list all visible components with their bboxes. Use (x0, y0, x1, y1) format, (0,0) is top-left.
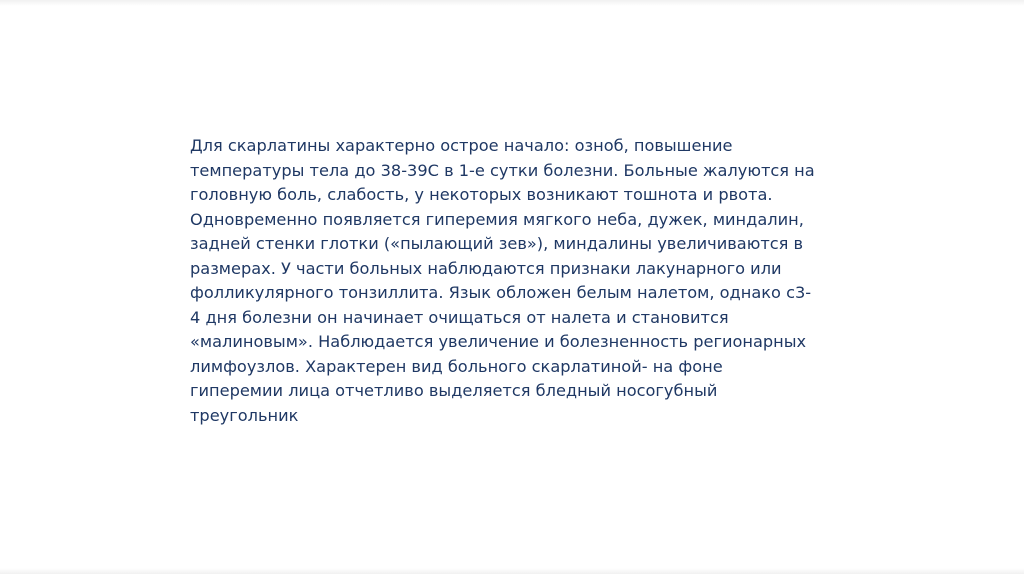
text-line: фолликулярного тонзиллита. Язык обложен белым налетом, однако с3- (190, 283, 812, 302)
text-line: 4 дня болезни он начинает очищаться от налета и становится (190, 307, 729, 327)
body-text (190, 134, 850, 428)
text-line: «малиновым». Наблюдается увеличение и болезненность регионарных (190, 332, 807, 351)
text-line: лимфоузлов. Характерен вид больного скарлатиной- на фоне (190, 356, 723, 376)
text-line: Одновременно появляется гиперемия мягкого неба, дужек, миндалин, (190, 209, 804, 229)
text-line: задней стенки глотки («пылающий зев»), миндалины увеличиваются в (190, 234, 804, 253)
text-line: головную боль, слабость, у некоторых возникают тошнота и рвота. (190, 185, 773, 204)
text-line: гиперемии лица отчетливо выделяется бледный носогубный (190, 381, 718, 400)
text-line: Для скарлатины характерно острое начало: озноб, повышение (190, 136, 733, 155)
text-line: размерах. У части больных наблюдаются признаки лакунарного или (190, 258, 782, 278)
text-line: температуры тела до 38-39С в 1-е сутки болезни. Больные жалуются на (190, 160, 815, 180)
text-line: треугольник (190, 405, 299, 425)
